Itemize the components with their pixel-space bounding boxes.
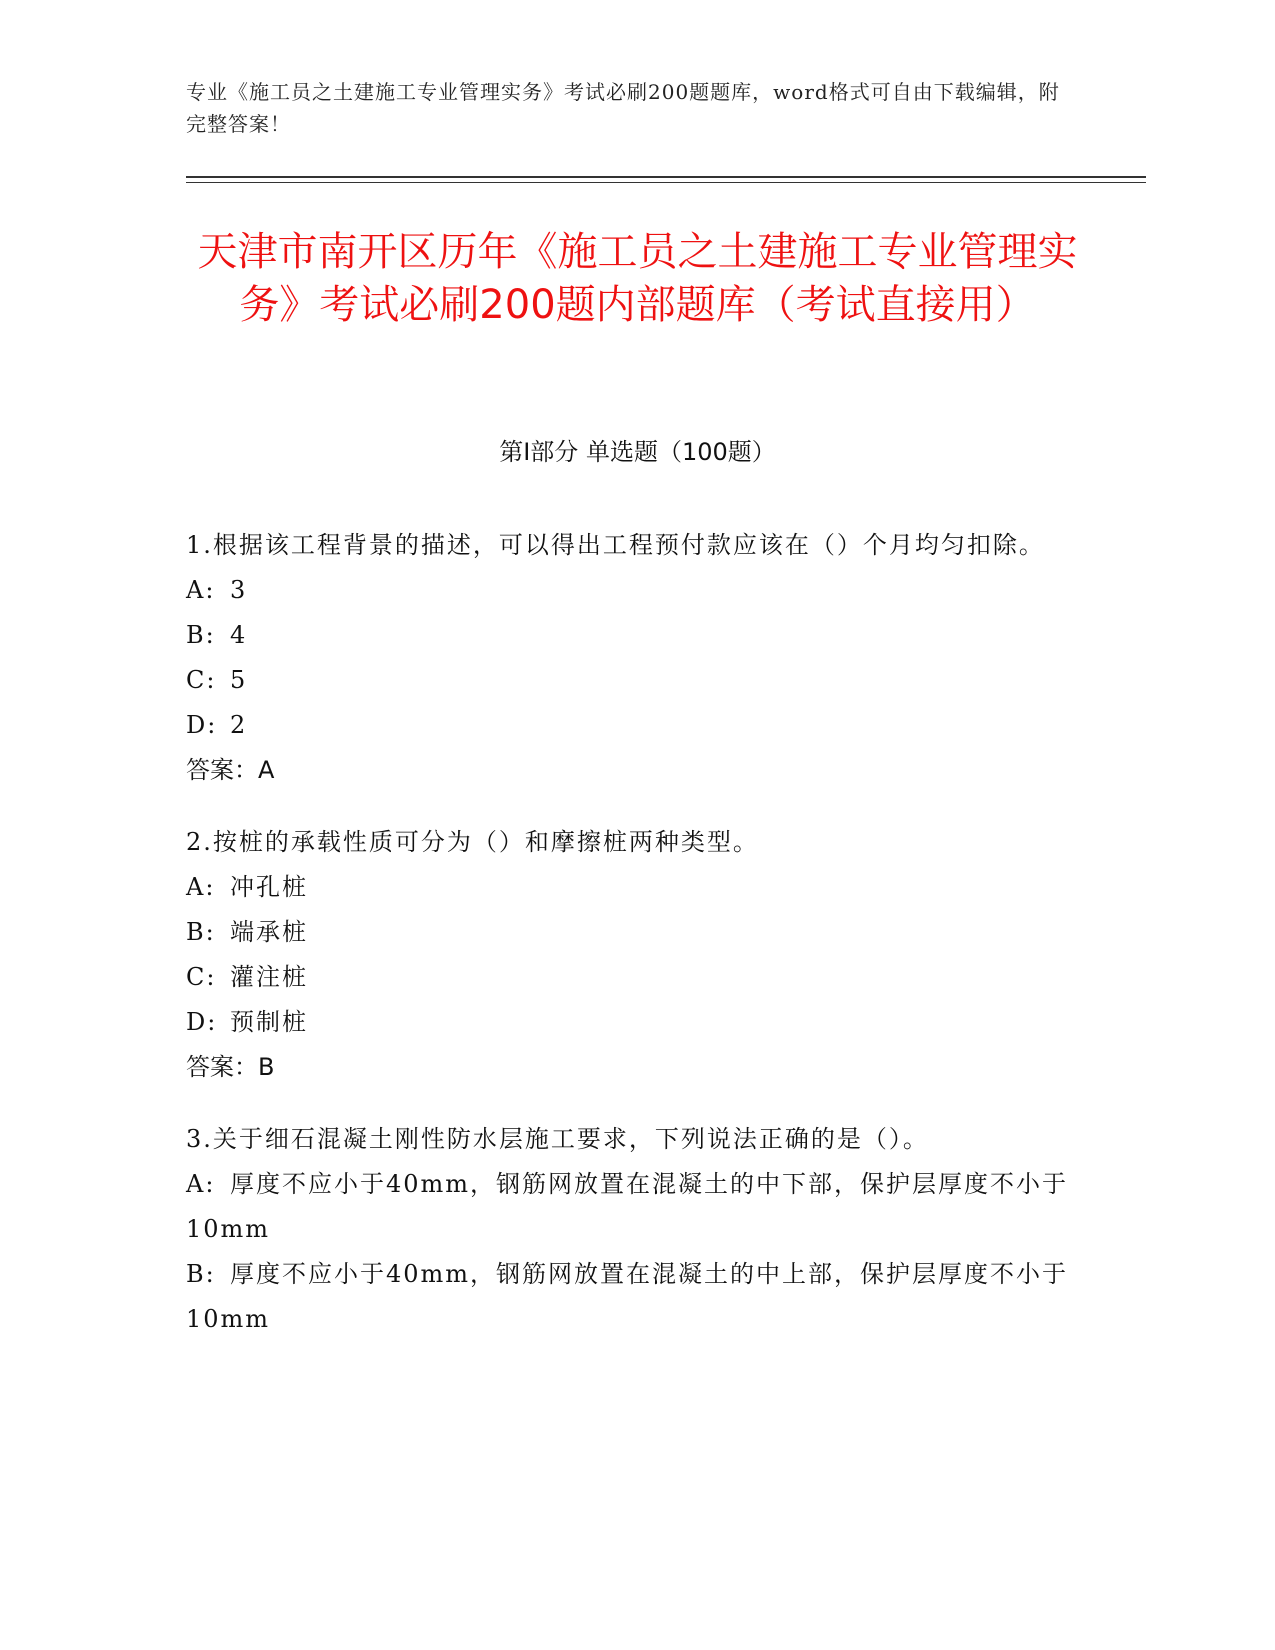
question-1 xyxy=(186,523,1086,793)
option-key: D: xyxy=(186,711,218,739)
option-key: D: xyxy=(186,1008,218,1036)
question-text: 1.根据该工程背景的描述，可以得出工程预付款应该在（）个月均匀扣除。 xyxy=(186,531,1045,559)
header-divider-thin xyxy=(186,182,1146,183)
answer-label: 答案：B xyxy=(186,1053,275,1081)
option-text: 3 xyxy=(230,576,248,604)
answer-label: 答案：A xyxy=(186,756,275,784)
option-text: 端承桩 xyxy=(230,918,308,946)
option-key: C: xyxy=(186,666,217,694)
option-key: A: xyxy=(186,576,216,604)
option-a xyxy=(186,1162,1086,1252)
question-text: 2.按桩的承载性质可分为（）和摩擦桩两种类型。 xyxy=(186,828,759,856)
question-3 xyxy=(186,1117,1086,1342)
option-key: B: xyxy=(186,1260,216,1288)
option-a xyxy=(186,865,1086,910)
option-text: 2 xyxy=(230,711,248,739)
header-note: 专业《施工员之土建施工专业管理实务》考试必刷200题题库，word格式可自由下载编辑，附完整答案！ xyxy=(186,80,1060,136)
question-text: 3.关于细石混凝土刚性防水层施工要求，下列说法正确的是（）。 xyxy=(186,1125,929,1153)
section-title: 第I部分 单选题（100题） xyxy=(499,438,776,466)
option-text: 厚度不应小于40mm，钢筋网放置在混凝土的中下部，保护层厚度不小于10mm xyxy=(186,1170,1069,1243)
option-d xyxy=(186,1000,1086,1045)
option-text: 厚度不应小于40mm，钢筋网放置在混凝土的中上部，保护层厚度不小于10mm xyxy=(186,1260,1069,1333)
option-b xyxy=(186,1252,1086,1342)
option-c xyxy=(186,658,1086,703)
option-text: 4 xyxy=(230,621,248,649)
option-text: 冲孔桩 xyxy=(230,873,308,901)
option-text: 灌注桩 xyxy=(230,963,308,991)
option-key: A: xyxy=(186,873,216,901)
option-a xyxy=(186,568,1086,613)
option-text: 预制桩 xyxy=(230,1008,308,1036)
question-list xyxy=(186,523,1086,1369)
document-title: 天津市南开区历年《施工员之土建施工专业管理实务》考试必刷200题内部题库（考试直接用） xyxy=(197,229,1078,328)
question-2 xyxy=(186,820,1086,1090)
option-key: B: xyxy=(186,621,216,649)
option-text: 5 xyxy=(230,666,248,694)
option-key: B: xyxy=(186,918,216,946)
option-c xyxy=(186,955,1086,1000)
header-divider-thick xyxy=(186,176,1146,178)
option-b xyxy=(186,613,1086,658)
option-b xyxy=(186,910,1086,955)
option-d xyxy=(186,703,1086,748)
option-key: A: xyxy=(186,1170,216,1198)
option-key: C: xyxy=(186,963,217,991)
